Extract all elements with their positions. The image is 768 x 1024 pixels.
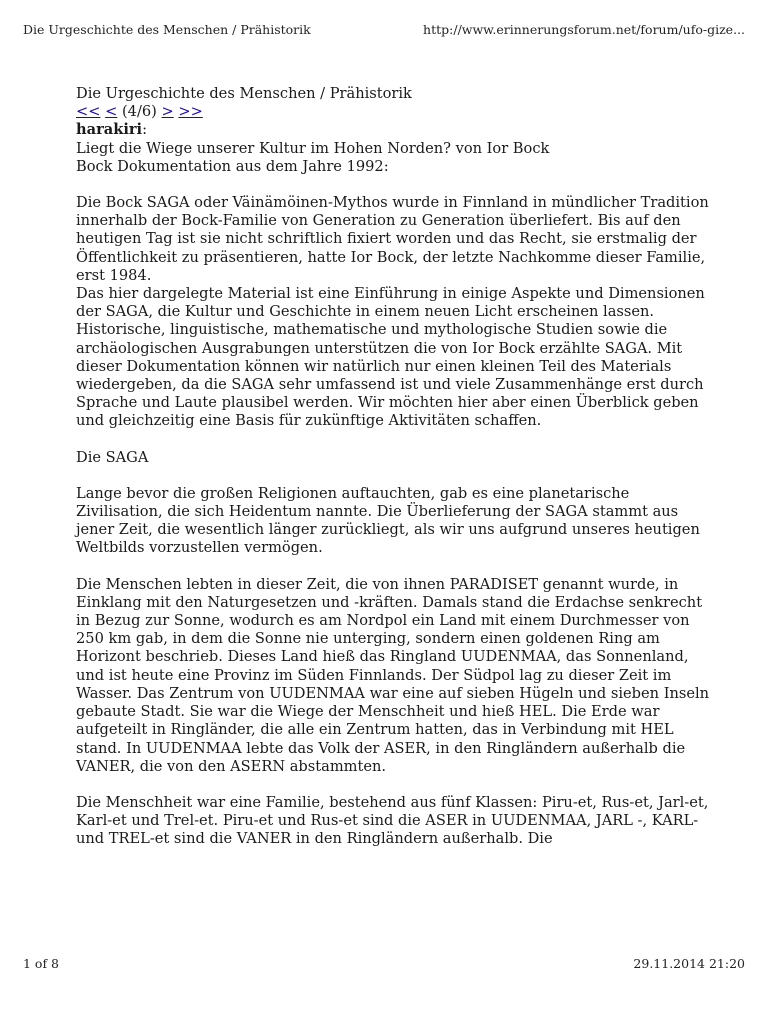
print-header: [23, 22, 745, 40]
print-header-url: http://www.erinnerungsforum.net/forum/ufo-gize...: [423, 22, 745, 37]
next-page-link[interactable]: >: [161, 103, 174, 121]
paragraph-5: Die Menschheit war eine Familie, bestehend aus fünf Klassen: Piru-et, Rus-et, Jarl-et, Karl-et und Trel-et. Piru-et und Rus-et sind die ASER in UUDENMAA, JARL -, KARL- und TREL-et sind die VANER in den Ringländern außerhalb. Die: [76, 793, 709, 848]
prev-page-link[interactable]: <: [105, 103, 118, 121]
paragraph-2: Das hier dargelegte Material ist eine Einführung in einige Aspekte und Dimensionen der SAGA, die Kultur und Geschichte in einem neuen Licht erscheinen lassen. Historische, linguistische, mathematische und mythologische Studien sowie die archäologischen Ausgrabungen unterstützen die von Ior Bock erzählte SAGA. Mit dieser Dokumentation können wir natürlich nur einen kleinen Teil des Materials wiedergeben, da die SAGA sehr umfassend ist und viele Zusammenhänge erst durch Sprache und Laute plausibel werden. Wir möchten hier aber einen Überblick geben und gleichzeitig eine Basis für zukünftige Aktivitäten schaffen.: [76, 285, 705, 430]
section-heading: Die SAGA: [76, 448, 149, 466]
intro-line-1: Liegt die Wiege unserer Kultur im Hohen Norden? von Ior Bock: [76, 139, 550, 157]
intro-line-2: Bock Dokumentation aus dem Jahre 1992:: [76, 157, 389, 175]
author-colon: :: [142, 121, 148, 139]
spacer: [76, 776, 716, 794]
print-datetime: 29.11.2014 21:20: [633, 956, 745, 971]
post-author: [76, 121, 716, 139]
print-header-title: Die Urgeschichte des Menschen / Prähistorik: [23, 22, 311, 37]
first-page-link[interactable]: <<: [76, 103, 101, 121]
page-title: Die Urgeschichte des Menschen / Prähistorik: [76, 85, 412, 102]
page-position: (4/6): [121, 103, 157, 121]
paragraph-4: Die Menschen lebten in dieser Zeit, die von ihnen PARADISET genannt wurde, in Einklang mit den Naturgesetzen und -kräften. Damals stand die Erdachse senkrecht in Bezug zur Sonne, wodurch es am Nordpol ein Land mit einem Durchmesser von 250 km gab, in dem die Sonne nie unterging, sondern einen goldenen Ring am Horizont beschrieb. Dieses Land hieß das Ringland UUDENMAA, das Sonnenland, und ist heute eine Provinz im Süden Finnlands. Der Südpol lag zu dieser Zeit im Wasser. Das Zentrum von UUDENMAA war eine auf sieben Hügeln und sieben Inseln gebaute Stadt. Sie war die Wiege der Menschheit und hieß HEL. Die Erde war aufgeteilt in Ringländer, die alle ein Zentrum hatten, das in Verbindung mit HEL stand. In UUDENMAA lebte das Volk der ASER, in den Ringländern außerhalb die VANER, die von den ASERN abstammten.: [76, 575, 710, 775]
pagination: [76, 103, 716, 121]
page-content: [76, 85, 716, 849]
page-count: 1 of 8: [23, 956, 60, 971]
print-footer: [23, 956, 745, 971]
spacer: [76, 558, 716, 576]
paragraph-3: Lange bevor die großen Religionen auftauchten, gab es eine planetarische Zivilisation, die sich Heidentum nannte. Die Überlieferung der SAGA stammt aus jener Zeit, die wesentlich länger zurückliegt, als wir uns aufgrund unseres heutigen Weltbilds vorzustellen vermögen.: [76, 484, 700, 557]
spacer: [76, 431, 716, 449]
last-page-link[interactable]: >>: [178, 103, 203, 121]
author-name: harakiri: [76, 121, 143, 139]
spacer: [76, 176, 716, 194]
spacer: [76, 467, 716, 485]
paragraph-1: Die Bock SAGA oder Väinämöinen-Mythos wurde in Finnland in mündlicher Tradition innerhalb der Bock-Familie von Generation zu Generation überliefert. Bis auf den heutigen Tag ist sie nicht schriftlich fixiert worden und das Recht, sie erstmalig der Öffentlichkeit zu präsentieren, hatte Ior Bock, der letzte Nachkomme dieser Familie, erst 1984.: [76, 194, 709, 284]
